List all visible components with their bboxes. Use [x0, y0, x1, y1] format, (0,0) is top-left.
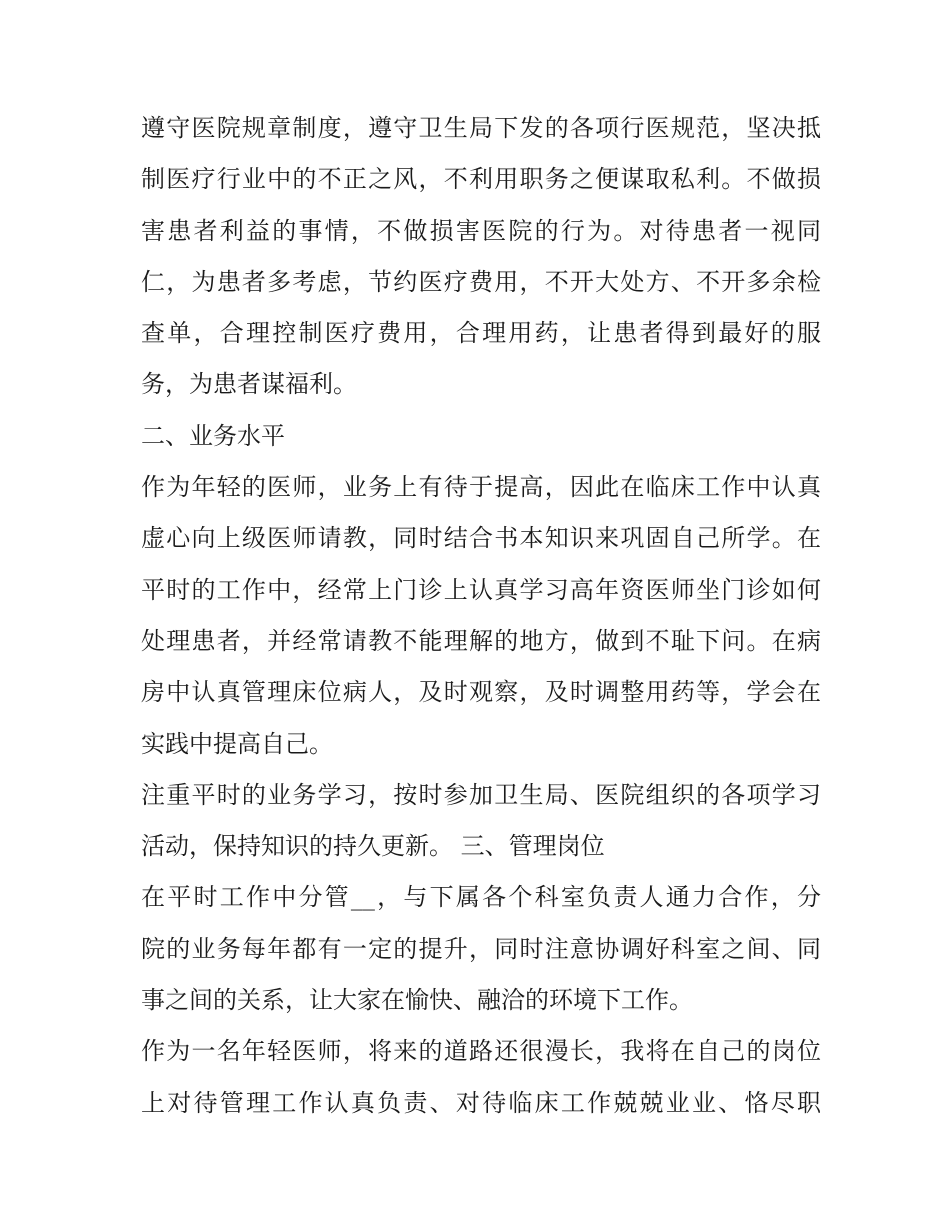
text-line: 房中认真管理床位病人，及时观察，及时调整用药等，学会在 [141, 678, 821, 707]
text-line: 害患者利益的事情，不做损害医院的行为。对待患者一视同 [141, 216, 821, 245]
text-line: 虚心向上级医师请教，同时结合书本知识来巩固自己所学。在 [141, 524, 821, 553]
text-line: 作为年轻的医师，业务上有待于提高，因此在临床工作中认真 [141, 473, 821, 502]
text-line: 作为一名年轻医师，将来的道路还很漫长，我将在自己的岗位 [141, 1037, 821, 1066]
text-line: 在平时工作中分管__，与下属各个科室负责人通力合作，分 [141, 883, 821, 912]
text-line: 平时的工作中，经常上门诊上认真学习高年资医师坐门诊如何 [141, 575, 821, 604]
text-line: 上对待管理工作认真负责、对待临床工作兢兢业业、恪尽职 [141, 1088, 821, 1117]
text-line: 院的业务每年都有一定的提升，同时注意协调好科室之间、同 [141, 934, 821, 963]
text-line: 活动，保持知识的持久更新。 三、管理岗位 [141, 832, 605, 861]
text-line: 务，为患者谋福利。 [141, 370, 357, 399]
text-line: 处理患者，并经常请教不能理解的地方，做到不耻下问。在病 [141, 626, 821, 655]
text-line: 实践中提高自己。 [141, 729, 333, 758]
document-body [141, 103, 821, 1129]
text-line: 事之间的关系，让大家在愉快、融洽的环境下工作。 [141, 986, 693, 1015]
text-line: 仁，为患者多考虑，节约医疗费用，不开大处方、不开多余检 [141, 267, 821, 296]
text-line: 查单，合理控制医疗费用，合理用药，让患者得到最好的服 [141, 319, 821, 348]
text-line: 遵守医院规章制度，遵守卫生局下发的各项行医规范，坚决抵 [141, 114, 821, 142]
text-line: 注重平时的业务学习，按时参加卫生局、医院组织的各项学习 [141, 780, 821, 809]
text-line: 制医疗行业中的不正之风，不利用职务之便谋取私利。不做损 [141, 165, 821, 194]
section-heading: 二、业务水平 [141, 421, 285, 450]
